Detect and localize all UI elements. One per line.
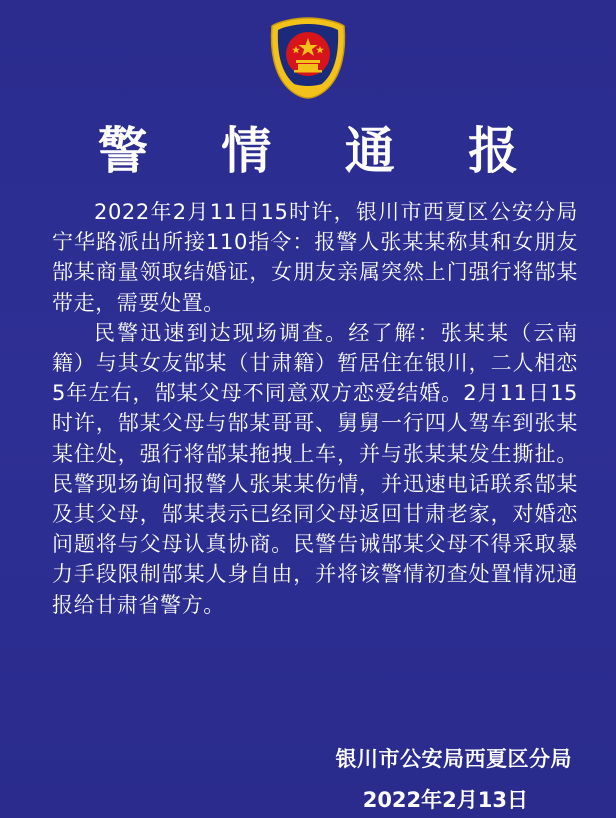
police-emblem-icon [268,16,348,100]
notice-paragraph-2: 民警迅速到达现场调查。经了解：张某某（云南籍）与其女友郜某（甘肃籍）暂居住在银川，二人相恋5年左右，郜某父母不同意双方恋爱结婚。2月11日15时许，郜某父母与郜某哥哥、舅舅一行四人驾车到张某某住处，强行将郜某拖拽上车，并与张某某发生撕扯。民警现场询问报警人张某某伤情，并迅速电话联系郜某及其父母，郜某表示已经同父母返回甘肃老家，对婚恋问题将与父母认真协商。民警告诫郜某父母不得采取暴力手段限制郜某人身自由，并将该警情初查处置情况通报给甘肃省警方。 [52,320,578,617]
notice-body [52,197,578,620]
issuer-signature: 银川市公安局西夏区分局 [335,747,572,771]
issue-date: 2022年2月13日 [362,788,528,812]
notice-paragraph-1: 2022年2月11日15时许，银川市西夏区公安分局宁华路派出所接110指令：报警人张某某称其和女朋友郜某商量领取结婚证，女朋友亲属突然上门强行将郜某带走，需要处置。 [52,200,578,315]
notice-title: 警 情 通 报 [97,122,547,180]
